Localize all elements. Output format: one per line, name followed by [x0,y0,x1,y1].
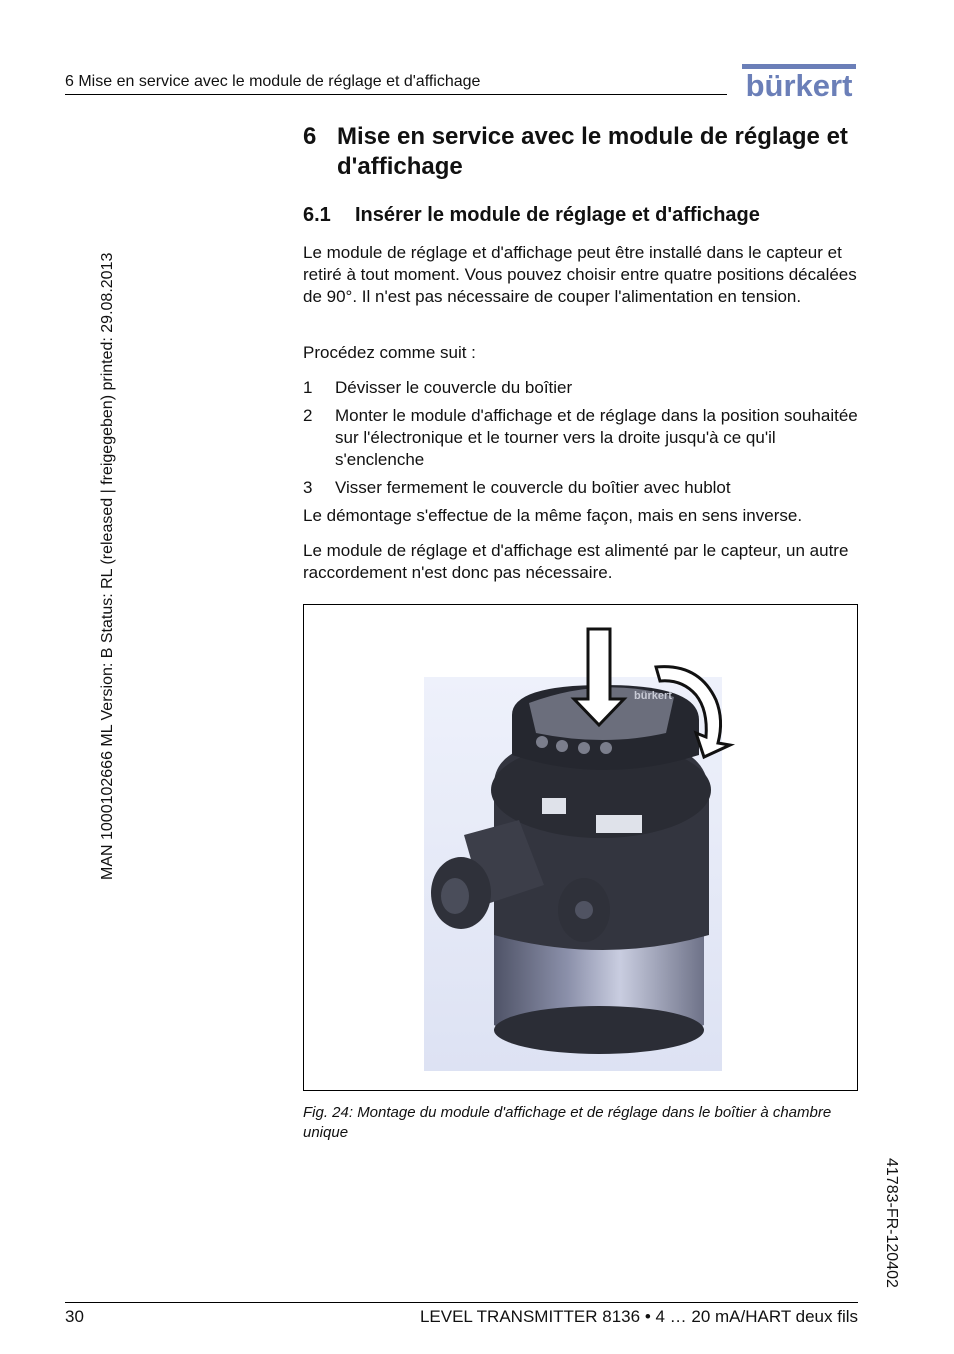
display-key [578,742,590,754]
step-number: 2 [303,406,313,425]
display-key [536,736,548,748]
module-brand-label: bürkert [634,690,672,702]
terminal-block [596,815,642,833]
step-text: Dévisser le couvercle du boîtier [335,378,573,397]
display-key [600,742,612,754]
figure-caption: Fig. 24: Montage du module d'affichage et de réglage dans le boîtier à chambre unique [303,1104,832,1141]
section-title: Mise en service avec le module de réglage et d'affichage [337,123,848,180]
burkert-logo [740,62,858,100]
document-status-vertical: MAN 1000102666 ML Version: B Status: RL (released | freigegeben) printed: 29.08.2013 [99,252,116,880]
power-paragraph: Le module de réglage et d'affichage est alimenté par le capteur, un autre raccordement n'est donc pas nécessaire. [303,541,849,582]
transmitter-illustration [304,605,857,1090]
footer-title: LEVEL TRANSMITTER 8136 • 4 … 20 mA/HART deux fils [419,1307,858,1326]
terminal-block [542,798,566,814]
subsection-title: Insérer le module de réglage et d'affichage [355,204,760,226]
step-text: Monter le module d'affichage et de réglage dans la position souhaitée sur l'électronique et le tourner vers la droite jusqu'à ce qu'il s'enclenche [335,406,858,469]
list-item [303,477,863,499]
footer-rule [65,1302,858,1303]
section-number: 6 [303,123,317,150]
intro-paragraph: Le module de réglage et d'affichage peut être installé dans le capteur et retiré à tout moment. Vous pouvez choisir entre quatre positions décalées de 90°. Il n'est pas nécessaire de couper l'alimentation en tension. [303,243,857,306]
removal-paragraph: Le démontage s'effectue de la même façon, mais en sens inverse. [303,506,803,525]
list-item [303,405,863,471]
step-number: 3 [303,478,313,497]
procedure-paragraph: Procédez comme suit : [303,343,476,362]
page-number: 30 [65,1307,84,1326]
step-text: Visser fermement le couvercle du boîtier avec hublot [335,478,731,497]
section-heading [303,122,863,182]
document-code-vertical: 41783-FR-120402 [883,1158,900,1288]
logo-text: bürkert [745,68,853,100]
cable-gland-inner [441,878,469,914]
display-key [556,740,568,752]
figure-frame [303,604,858,1091]
housing-bottom-ring [494,1006,704,1054]
step-number: 1 [303,378,313,397]
plug-connector-hex [575,901,593,919]
subsection-number: 6.1 [303,204,331,226]
subsection-heading [303,202,863,228]
list-item [303,377,863,399]
running-header: 6 Mise en service avec le module de réglage et d'affichage [65,72,727,95]
